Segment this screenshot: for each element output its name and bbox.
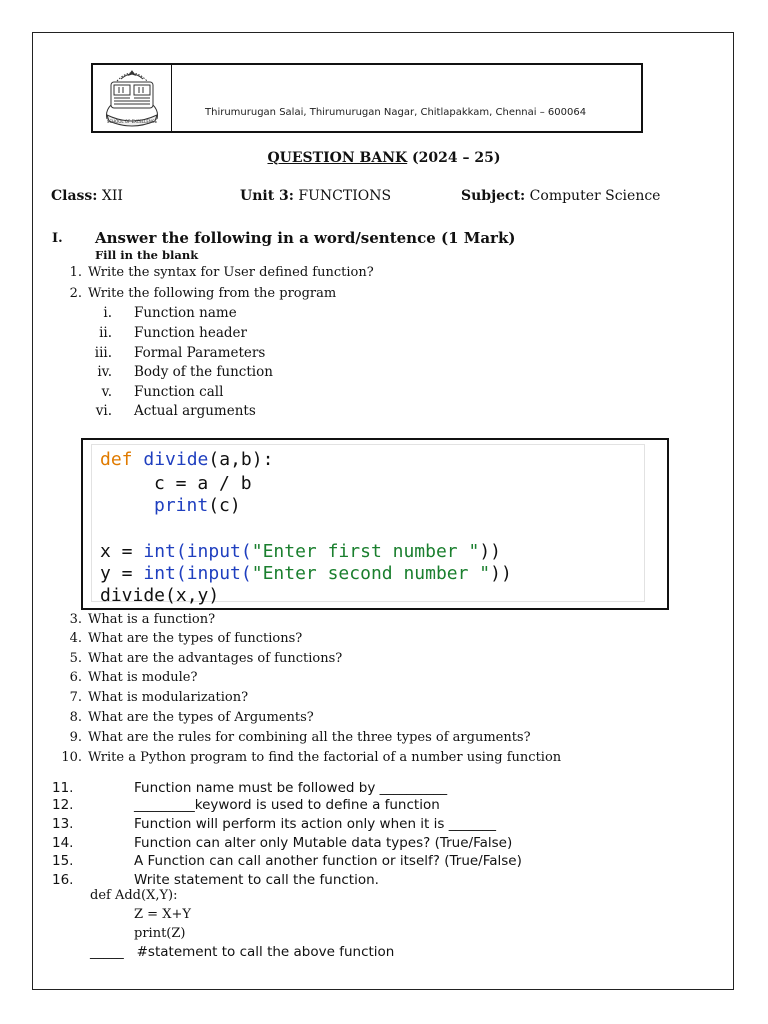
sub-item-number: ii.	[99, 325, 112, 341]
code-function-name: divide	[143, 449, 209, 470]
question-number: 7.	[69, 690, 82, 705]
code-params: (a,b):	[208, 449, 274, 470]
question-text: Function can alter only Mutable data types? (True/False)	[134, 835, 513, 851]
code-string: "Enter second number "	[251, 563, 491, 584]
question-number: 6.	[69, 670, 82, 685]
question-number: 14.	[52, 835, 74, 851]
code-builtin: int(input(	[143, 563, 252, 584]
question-text: _________keyword is used to define a function	[134, 797, 440, 813]
tail-code-line	[90, 944, 394, 960]
code-snippet	[81, 438, 669, 610]
question-text: Write a Python program to find the factorial of a number using function	[88, 750, 562, 765]
question-text: A Function can call another function or itself? (True/False)	[134, 853, 522, 869]
sub-item-number: v.	[101, 384, 112, 400]
question-number: 15.	[52, 853, 74, 869]
section-subtitle: Fill in the blank	[95, 248, 199, 262]
code-line	[100, 541, 501, 563]
sub-item-number: iv.	[97, 364, 112, 380]
title-main: QUESTION BANK	[267, 150, 408, 166]
sub-item-number: i.	[103, 305, 112, 321]
subject-info	[461, 188, 660, 204]
question-number: 9.	[69, 730, 82, 745]
code-close: ))	[490, 563, 512, 584]
code-line	[100, 449, 273, 471]
unit-label: Unit 3:	[240, 188, 294, 204]
school-logo	[93, 65, 172, 131]
school-address: Thirumurugan Salai, Thirumurugan Nagar, Chitlapakkam, Chennai – 600064	[205, 107, 587, 118]
sub-item-number: iii.	[94, 345, 112, 361]
question-text: What is module?	[88, 670, 198, 685]
unit-info	[240, 188, 391, 204]
tail-comment: #statement to call the above function	[136, 944, 395, 960]
question-text: Write the syntax for User defined function?	[88, 265, 374, 280]
question-number: 12.	[52, 797, 74, 813]
question-text: What are the rules for combining all the three types of arguments?	[88, 730, 531, 745]
question-text: Function name must be followed by __________	[134, 780, 448, 796]
code-variable: y =	[100, 563, 144, 584]
code-line	[100, 585, 219, 607]
question-number: 16.	[52, 872, 74, 888]
question-number: 2.	[69, 286, 82, 301]
answer-blank: _____	[90, 944, 124, 960]
logo-banner-text: SCHOOL OF EXCELLENCE	[106, 119, 158, 124]
code-line	[154, 495, 241, 517]
question-number: 3.	[69, 612, 82, 627]
sub-item-text: Body of the function	[134, 364, 273, 380]
code-args: (c)	[208, 495, 241, 516]
title-year: (2024 – 25)	[412, 150, 501, 166]
question-number: 8.	[69, 710, 82, 725]
question-text: Write statement to call the function.	[134, 872, 379, 888]
section-title: Answer the following in a word/sentence (1 Mark)	[95, 229, 516, 247]
question-text: What are the types of functions?	[88, 631, 303, 646]
sub-item-text: Function call	[134, 384, 224, 400]
question-number: 1.	[69, 265, 82, 280]
question-number: 4.	[69, 631, 82, 646]
question-text: What is a function?	[88, 612, 216, 627]
code-variable: x =	[100, 541, 144, 562]
section-number: I.	[52, 231, 63, 246]
class-value: XII	[101, 188, 123, 204]
code-area	[91, 444, 645, 606]
subject-value: Computer Science	[529, 188, 661, 204]
unit-value: FUNCTIONS	[298, 188, 392, 204]
code-keyword: def	[100, 449, 133, 470]
question-text: Function will perform its action only when it is _______	[134, 816, 496, 832]
sub-item-number: vi.	[95, 403, 112, 419]
class-info	[51, 188, 123, 204]
question-text: What are the advantages of functions?	[88, 651, 343, 666]
code-call: divide(x,y)	[100, 585, 220, 606]
sub-item-text: Formal Parameters	[134, 345, 266, 361]
question-number: 10.	[61, 750, 82, 765]
page-title	[0, 150, 768, 166]
sub-item-text: Function name	[134, 305, 237, 321]
question-number: 13.	[52, 816, 74, 832]
class-label: Class:	[51, 188, 98, 204]
question-text: What are the types of Arguments?	[88, 710, 314, 725]
code-line	[100, 563, 512, 585]
question-text: What is modularization?	[88, 690, 249, 705]
tail-code-line: print(Z)	[134, 926, 186, 941]
code-statement: c = a / b	[154, 473, 252, 494]
code-close: ))	[479, 541, 501, 562]
school-header	[91, 63, 643, 133]
tail-code-line: def Add(X,Y):	[90, 888, 178, 903]
sub-item-text: Function header	[134, 325, 247, 341]
code-string: "Enter first number "	[251, 541, 480, 562]
code-line	[154, 473, 252, 495]
tail-code-line: Z = X+Y	[134, 907, 191, 922]
subject-label: Subject:	[461, 188, 526, 204]
question-text: Write the following from the program	[88, 286, 337, 301]
question-number: 11.	[52, 780, 74, 796]
code-builtin: print	[154, 495, 209, 516]
code-builtin: int(input(	[143, 541, 252, 562]
sub-item-text: Actual arguments	[134, 403, 256, 419]
question-number: 5.	[69, 651, 82, 666]
